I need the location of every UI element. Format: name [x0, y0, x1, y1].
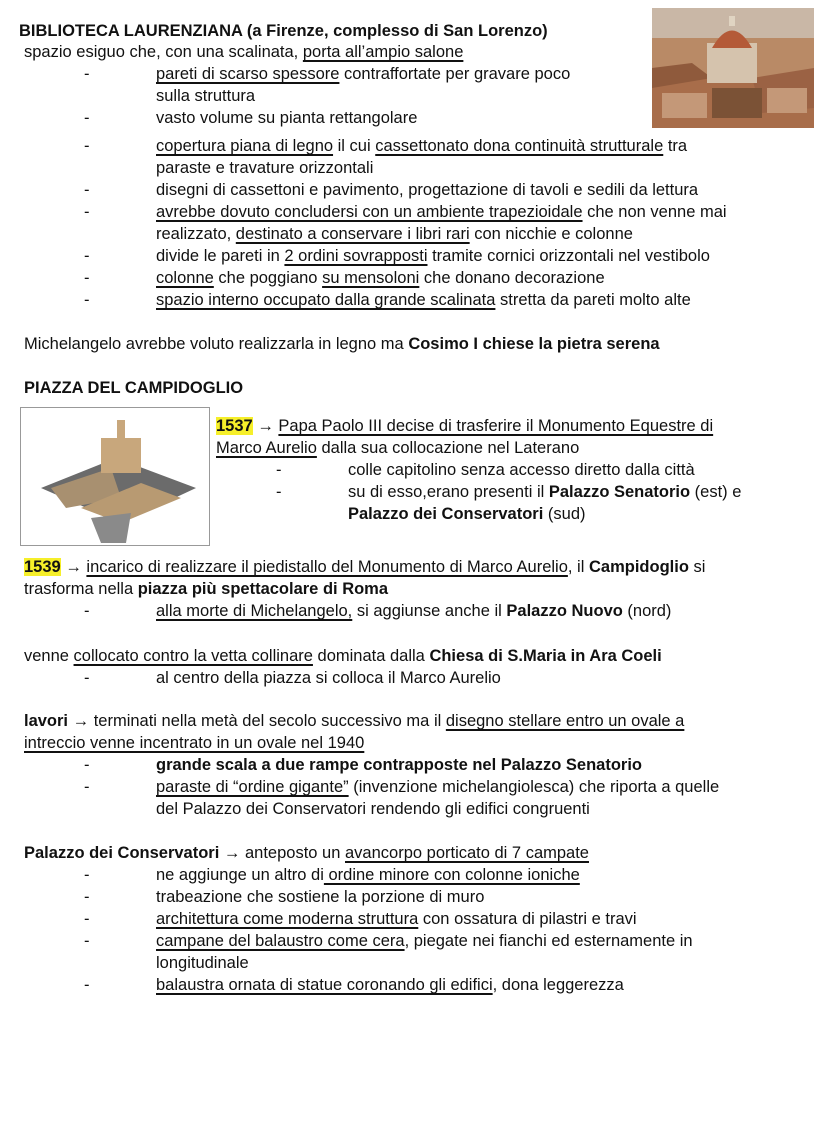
bullet-dash: -	[84, 910, 90, 928]
underlined-text: porta all’ampio salone	[302, 43, 464, 61]
list-item	[156, 975, 624, 996]
underlined-text: spazio interno occupato dalla grande scalinata	[156, 291, 496, 309]
bullet-dash: -	[84, 181, 90, 199]
bold-text: Campidoglio	[588, 558, 689, 576]
text-fragment: terminati nella metà del secolo successivo ma il	[89, 712, 446, 730]
text-fragment: tra	[663, 137, 688, 155]
bullet-dash: -	[84, 778, 90, 796]
bullet-dash: -	[84, 203, 90, 221]
text-fragment: tramite cornici orizzontali nel vestibolo	[427, 247, 710, 265]
text-fragment: trasforma nella	[24, 580, 138, 598]
campidoglio-title: PIAZZA DEL CAMPIDOGLIO	[24, 379, 244, 397]
list-item-continuation: paraste e travature orizzontali	[156, 159, 374, 177]
bold-text: Chiesa di S.Maria in Ara Coeli	[429, 647, 662, 665]
bullet-dash: -	[84, 602, 90, 620]
text-fragment: anteposto un	[240, 844, 345, 862]
text-fragment: il cui	[333, 137, 376, 155]
text-fragment: si	[688, 558, 706, 576]
list-item: disegni di cassettoni e pavimento, progettazione di tavoli e sedili da lettura	[156, 181, 699, 199]
bullet-dash: -	[84, 976, 90, 994]
underlined-text: disegno stellare entro un ovale a	[445, 712, 685, 730]
text-fragment: , dona leggerezza	[492, 976, 624, 994]
text-fragment: Michelangelo avrebbe voluto realizzarla in legno ma	[24, 335, 409, 353]
bullet-dash: -	[84, 291, 90, 309]
paragraph-1539	[24, 557, 705, 578]
underlined-text: ordine minore con colonne ioniche	[323, 866, 580, 884]
bullet-dash: -	[84, 109, 90, 127]
bold-text: grande scala a due rampe contrapposte nel Palazzo Senatorio	[156, 756, 642, 774]
text-fragment: (est) e	[690, 483, 742, 501]
biblioteca-title: BIBLIOTECA LAURENZIANA (a Firenze, complesso di San Lorenzo)	[19, 22, 548, 40]
text-fragment: realizzato,	[156, 225, 236, 243]
biblioteca-note	[24, 334, 660, 355]
underlined-text: intreccio venne incentrato in un ovale nel 1940	[24, 734, 365, 752]
list-item-continuation: longitudinale	[156, 954, 249, 972]
underlined-text: incarico di realizzare il piedistallo del Monumento di Marco Aurelio	[86, 558, 568, 576]
text-fragment: su di esso,erano presenti il	[348, 483, 549, 501]
underlined-text: collocato contro la vetta collinare	[73, 647, 313, 665]
list-item: al centro della piazza si colloca il Marco Aurelio	[156, 669, 501, 687]
paragraph-1537-cont	[216, 438, 579, 459]
florence-dome-photo	[652, 8, 814, 128]
bullet-dash: -	[84, 247, 90, 265]
underlined-text: copertura piana di legno	[156, 137, 334, 155]
text-fragment: venne	[24, 647, 74, 665]
list-item	[348, 482, 741, 503]
paragraph-1539-cont	[24, 579, 388, 600]
text-fragment: spazio esiguo che, con una scalinata,	[24, 43, 303, 61]
underlined-text: colonne	[156, 269, 214, 287]
list-item	[156, 755, 642, 776]
text-fragment: (nord)	[622, 602, 672, 620]
bullet-dash: -	[84, 269, 90, 287]
text-fragment: (invenzione michelangiolesca) che riporta a quelle	[348, 778, 720, 796]
underlined-text: avrebbe dovuto concludersi con un ambiente trapezioidale	[156, 203, 583, 221]
text-fragment: (sud)	[543, 505, 586, 523]
text-fragment: con nicchie e colonne	[469, 225, 633, 243]
underlined-text: Papa Paolo III decise di trasferire il Monumento Equestre di	[278, 417, 714, 435]
list-item-continuation	[156, 224, 633, 245]
underlined-text: architettura come moderna struttura	[156, 910, 419, 928]
list-item	[156, 268, 605, 289]
list-item: colle capitolino senza accesso diretto dalla città	[348, 461, 695, 479]
arrow-icon: →	[72, 712, 90, 730]
list-item	[156, 865, 580, 886]
list-item: trabeazione che sostiene la porzione di muro	[156, 888, 485, 906]
underlined-text: Marco Aurelio	[216, 439, 317, 457]
underlined-text: campane del balaustro come cera	[156, 932, 405, 950]
list-item-continuation: del Palazzo dei Conservatori rendendo gli edifici congruenti	[156, 800, 590, 818]
list-item	[156, 290, 691, 311]
list-item	[156, 909, 637, 930]
campidoglio-model-illustration	[21, 408, 209, 545]
bullet-dash: -	[276, 483, 282, 501]
year-highlight: 1537	[216, 417, 253, 435]
text-fragment: , piegate nei fianchi ed esternamente in	[404, 932, 693, 950]
paragraph-venne	[24, 646, 662, 667]
bold-text: piazza più spettacolare di Roma	[137, 580, 389, 598]
bold-text: Palazzo dei Conservatori	[24, 844, 220, 862]
underlined-text: paraste di “ordine gigante”	[156, 778, 349, 796]
text-fragment: divide le pareti in	[156, 247, 285, 265]
arrow-icon: →	[223, 844, 241, 862]
bullet-dash: -	[84, 65, 90, 83]
year-highlight: 1539	[24, 558, 61, 576]
bullet-dash: -	[84, 137, 90, 155]
text-fragment: che non venne mai	[582, 203, 727, 221]
list-item	[156, 777, 719, 798]
list-item	[156, 64, 570, 85]
underlined-text: 2 ordini sovrapposti	[284, 247, 428, 265]
underlined-text: destinato a conservare i libri rari	[235, 225, 470, 243]
bold-text: lavori	[24, 712, 69, 730]
bold-text: Palazzo Nuovo	[506, 602, 623, 620]
text-fragment: , il	[567, 558, 589, 576]
florence-dome-illustration	[652, 8, 814, 128]
bullet-dash: -	[84, 756, 90, 774]
list-item-continuation: sulla struttura	[156, 87, 256, 105]
list-item	[156, 202, 727, 223]
paragraph-lavori	[24, 711, 684, 732]
text-fragment: con ossatura di pilastri e travi	[418, 910, 637, 928]
underlined-text: pareti di scarso spessore	[156, 65, 340, 83]
bold-text: Cosimo I chiese la pietra serena	[408, 335, 660, 353]
text-fragment: che poggiano	[213, 269, 323, 287]
underlined-text: balaustra ornata di statue coronando gli edifici	[156, 976, 493, 994]
bold-text: Palazzo dei Conservatori	[348, 505, 544, 523]
text-fragment: dominata dalla	[312, 647, 430, 665]
arrow-icon: →	[65, 558, 82, 576]
bullet-dash: -	[84, 669, 90, 687]
campidoglio-model-image	[20, 407, 210, 546]
paragraph-1537	[216, 416, 713, 437]
text-fragment: ne aggiunge un altro di	[156, 866, 324, 884]
bullet-dash: -	[84, 888, 90, 906]
list-item: vasto volume su pianta rettangolare	[156, 109, 418, 127]
biblioteca-intro	[24, 42, 463, 63]
text-fragment: dalla sua collocazione nel Laterano	[316, 439, 580, 457]
bullet-dash: -	[84, 866, 90, 884]
underlined-text: su mensoloni	[322, 269, 420, 287]
bullet-dash: -	[276, 461, 282, 479]
underlined-text: avancorpo porticato di 7 campate	[345, 844, 589, 862]
bold-text: Palazzo Senatorio	[548, 483, 691, 501]
list-item	[156, 931, 693, 952]
text-fragment: che donano decorazione	[419, 269, 605, 287]
list-item	[156, 246, 710, 267]
text-fragment: stretta da pareti molto alte	[495, 291, 691, 309]
underlined-text: alla morte di Michelangelo,	[156, 602, 353, 620]
paragraph-lavori-cont	[24, 733, 364, 754]
text-fragment: si aggiunse anche il	[352, 602, 507, 620]
text-fragment: contraffortate per gravare poco	[339, 65, 571, 83]
underlined-text: cassettonato dona continuità strutturale	[375, 137, 664, 155]
arrow-icon: →	[257, 417, 274, 435]
list-item	[156, 601, 671, 622]
list-item-continuation	[348, 504, 586, 525]
list-item	[156, 136, 687, 157]
bullet-dash: -	[84, 932, 90, 950]
paragraph-conservatori	[24, 843, 589, 864]
